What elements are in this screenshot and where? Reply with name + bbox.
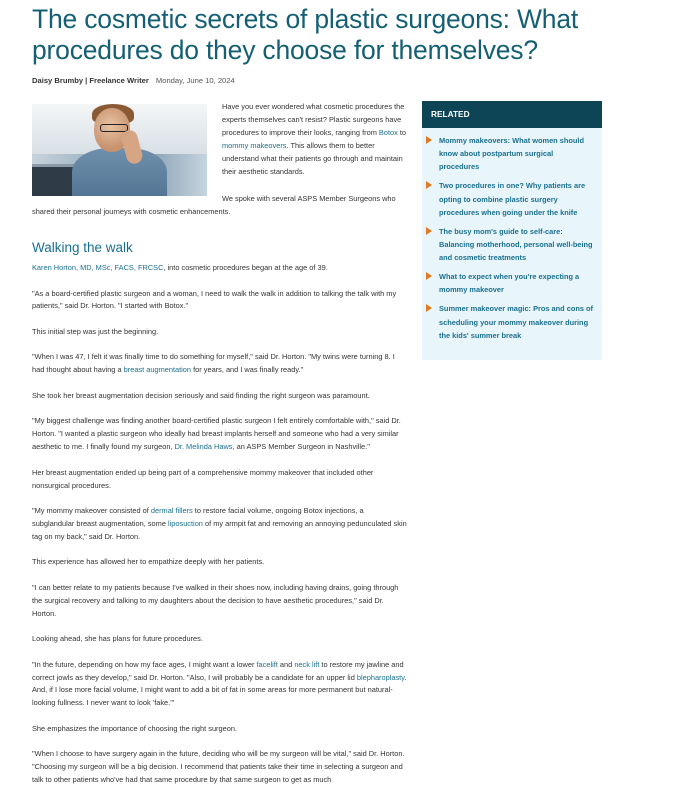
publish-date: Monday, June 10, 2024 xyxy=(155,76,235,85)
intro-indent xyxy=(32,194,222,203)
body-paragraph: "As a board-certified plastic surgeon and a woman, I need to walk the walk in addition to talking the talk with my patients," said Dr. Horton. "I started with Botox." xyxy=(32,288,397,311)
body-paragraph xyxy=(32,262,408,275)
article-body xyxy=(32,262,408,800)
body-paragraph: She took her breast augmentation decision seriously and said finding the right surgeon was paramount. xyxy=(32,390,370,400)
related-sidebar xyxy=(422,101,602,360)
body-paragraph: "I can better relate to my patients because I've walked in their shoes now, including having drains, going through the surgical recovery and talking to my daughters about the decision to have aesthetic procedures," said Dr. Horton. xyxy=(32,582,399,618)
melinda-haws-link[interactable]: Dr. Melinda Haws xyxy=(174,442,233,452)
paragraph-text: "When I was 47, I felt it was finally time to do something for myself," said Dr. Horton. "My twins were turning 8. I had thought about having a xyxy=(32,352,395,375)
intro-paragraph xyxy=(222,101,408,178)
paragraph-text: "In the future, depending on how my face ages, I might want a lower xyxy=(32,659,257,669)
related-link[interactable]: Summer makeover magic: Pros and cons of scheduling your mommy makeover during the kids' summer break xyxy=(439,304,594,340)
play-triangle-icon xyxy=(426,136,432,144)
body-paragraph: This experience has allowed her to empathize deeply with her patients. xyxy=(32,557,265,567)
liposuction-link[interactable]: liposuction xyxy=(168,518,203,528)
paragraph-text: to restore my jawline and correct jowls as they develop," said Dr. Horton. "Also, I will probably be a candidate for an upper lid xyxy=(32,659,404,682)
intro-text-2: We spoke with several ASPS Member Surgeons who shared their personal journeys with cosmetic enhancements. xyxy=(32,194,396,216)
play-triangle-icon xyxy=(426,181,432,189)
related-item[interactable] xyxy=(426,134,594,174)
karen-horton-link[interactable]: Karen Horton, MD, MSc, FACS, FRCSC xyxy=(32,263,164,272)
paragraph-text: to restore facial volume, ongoing Botox injections, a subglandular breast augmentation, some xyxy=(32,506,364,528)
related-item[interactable] xyxy=(426,225,594,265)
paragraph-text: "My mommy makeover consisted of xyxy=(32,506,151,516)
body-paragraph xyxy=(32,659,408,711)
breast-augmentation-link[interactable]: breast augmentation xyxy=(123,365,192,375)
body-paragraph: This initial step was just the beginning. xyxy=(32,326,159,336)
body-paragraph xyxy=(32,415,408,454)
body-paragraph: "When I choose to have surgery again in the future, deciding who will be my surgeon will be vital," said Dr. Horton. "Choosing my surgeon will be a big decision. I recommend that patients take their time in selecting a surgeon and talk to other patients who've had that same procedure by that same surgeon to get as much xyxy=(32,749,405,785)
dermal-fillers-link[interactable]: dermal fillers xyxy=(150,506,193,516)
intro-text: Have you ever wondered what cosmetic procedures the experts themselves can't resist? Plastic surgeons have procedures to improve their looks, ranging from xyxy=(222,102,405,137)
botox-link[interactable]: Botox xyxy=(378,127,398,137)
body-paragraph: She emphasizes the importance of choosing the right surgeon. xyxy=(32,723,238,733)
mommy-makeovers-link[interactable]: mommy makeovers xyxy=(222,140,287,150)
hero-image xyxy=(32,104,207,196)
play-triangle-icon xyxy=(426,304,432,312)
facelift-link[interactable]: facelift xyxy=(256,659,278,669)
paragraph-text: of my armpit fat and removing an annoying pedunculated skin tag on my back," said Dr. Horton. xyxy=(32,518,407,541)
intro-paragraph-2 xyxy=(32,193,408,219)
hero-figure-glasses xyxy=(100,124,128,132)
related-item[interactable] xyxy=(426,179,594,219)
body-paragraph: Her breast augmentation ended up being part of a comprehensive mommy makeover that included other nonsurgical procedures. xyxy=(32,467,374,490)
paragraph-text: , into cosmetic procedures began at the age of 39. xyxy=(163,263,328,272)
play-triangle-icon xyxy=(426,272,432,280)
neck-lift-link[interactable]: neck lift xyxy=(294,659,320,669)
blepharoplasty-link[interactable]: blepharoplasty xyxy=(356,672,405,682)
article-title: The cosmetic secrets of plastic surgeons: What procedures do they choose for themselves? xyxy=(32,4,579,65)
body-paragraph xyxy=(32,505,408,544)
play-triangle-icon xyxy=(426,227,432,235)
related-link[interactable]: The busy mom's guide to self-care: Balancing motherhood, personal well-being and cosmetic treatments xyxy=(439,226,593,263)
related-list xyxy=(422,128,602,342)
body-paragraph xyxy=(32,351,408,377)
author-name: Daisy Brumby | Freelance Writer xyxy=(32,76,149,85)
intro-text: to xyxy=(397,127,407,137)
paragraph-text: and xyxy=(277,659,295,669)
body-paragraph: Looking ahead, she has plans for future procedures. xyxy=(32,634,203,644)
byline xyxy=(32,76,235,85)
paragraph-text: for years, and I was finally ready." xyxy=(191,365,304,375)
intro-text: . This allows them to better understand what their patients go through and maintain their aesthetic standards. xyxy=(222,140,403,176)
related-item[interactable] xyxy=(426,270,594,296)
related-link[interactable]: Mommy makeovers: What women should know about postpartum surgical procedures xyxy=(439,136,584,172)
related-link[interactable]: Two procedures in one? Why patients are opting to combine plastic surgery procedures when going under the knife xyxy=(439,181,586,217)
related-item[interactable] xyxy=(426,302,594,342)
related-link[interactable]: What to expect when you're expecting a mommy makeover xyxy=(439,272,580,295)
paragraph-text: , an ASPS Member Surgeon in Nashville." xyxy=(232,442,370,452)
related-heading: RELATED xyxy=(422,101,602,128)
paragraph-text: "My biggest challenge was finding another board-certified plastic surgeon I felt entirely comfortable with," said Dr. Horton. "I wanted a plastic surgeon who ideally had breast implants herself and someone who had a very similar aesthetic to me. I finally found my surgeon, xyxy=(32,416,401,452)
section-heading: Walking the walk xyxy=(32,240,133,255)
hero-figure-body xyxy=(72,148,167,196)
paragraph-text: . And, if I lose more facial volume, I might want to add a bit of fat in some areas for more permanent but natural-looking fullness. I never want to look 'fake.'" xyxy=(32,672,407,708)
